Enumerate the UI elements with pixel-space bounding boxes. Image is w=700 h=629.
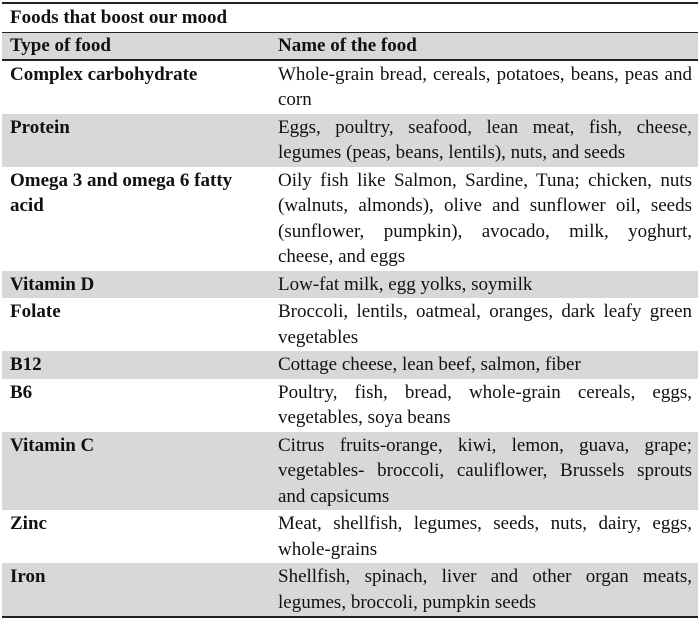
table-row xyxy=(2,60,698,114)
food-names-cell: Low-fat milk, egg yolks, soymilk xyxy=(270,271,698,299)
foods-table xyxy=(2,33,698,618)
food-names-cell: Citrus fruits-orange, kiwi, lemon, guava, grape; vegetables- broccoli, cauliflower, Brussels sprouts and capsicums xyxy=(270,432,698,511)
food-type-cell: Folate xyxy=(10,301,61,322)
food-type-cell: Vitamin D xyxy=(2,271,270,299)
table-row xyxy=(2,563,698,617)
food-mood-table-container xyxy=(2,2,698,618)
table-header-row xyxy=(2,33,698,60)
food-names-cell: Broccoli, lentils, oatmeal, oranges, dark leafy green vegetables xyxy=(278,301,692,348)
food-names-cell: Oily fish like Salmon, Sardine, Tuna; chicken, nuts (walnuts, almonds), olive and sunflower oil, seeds (sunflower, pumpkin), avocado, milk, yoghurt, cheese, and eggs xyxy=(278,169,692,267)
food-type-cell: Omega 3 and omega 6 fatty acid xyxy=(10,169,233,216)
food-names-cell: Meat, shellfish, legumes, seeds, nuts, dairy, eggs, whole-grains xyxy=(278,513,692,560)
food-names-cell: Poultry, fish, bread, whole-grain cereals, eggs, vegetables, soya beans xyxy=(278,381,692,428)
column-header-name: Name of the food xyxy=(270,33,698,60)
food-type-cell: B12 xyxy=(2,351,270,379)
food-type-cell: Complex carbohydrate xyxy=(10,63,198,85)
table-row xyxy=(2,298,698,351)
food-names-cell: Eggs, poultry, seafood, lean meat, fish, cheese, legumes (peas, beans, lentils), nuts, and seeds xyxy=(270,114,698,167)
food-names-cell: Cottage cheese, lean beef, salmon, fiber xyxy=(270,351,698,379)
table-body xyxy=(2,60,698,618)
food-type-cell: Iron xyxy=(2,563,270,617)
table-row xyxy=(2,271,698,299)
food-type-cell: Vitamin C xyxy=(2,432,270,511)
table-row xyxy=(2,510,698,563)
food-type-cell: Protein xyxy=(2,114,270,167)
table-row xyxy=(2,379,698,432)
table-row xyxy=(2,432,698,511)
column-header-type: Type of food xyxy=(2,33,270,60)
table-row xyxy=(2,114,698,167)
table-row xyxy=(2,167,698,271)
table-caption: Foods that boost our mood xyxy=(2,2,698,33)
food-names-cell: Shellfish, spinach, liver and other organ meats, legumes, broccoli, pumpkin seeds xyxy=(270,563,698,617)
table-row xyxy=(2,351,698,379)
food-type-cell: Zinc xyxy=(10,513,47,534)
food-type-cell: B6 xyxy=(10,381,33,403)
food-names-cell: Whole-grain bread, cereals, potatoes, beans, peas and corn xyxy=(278,63,692,110)
